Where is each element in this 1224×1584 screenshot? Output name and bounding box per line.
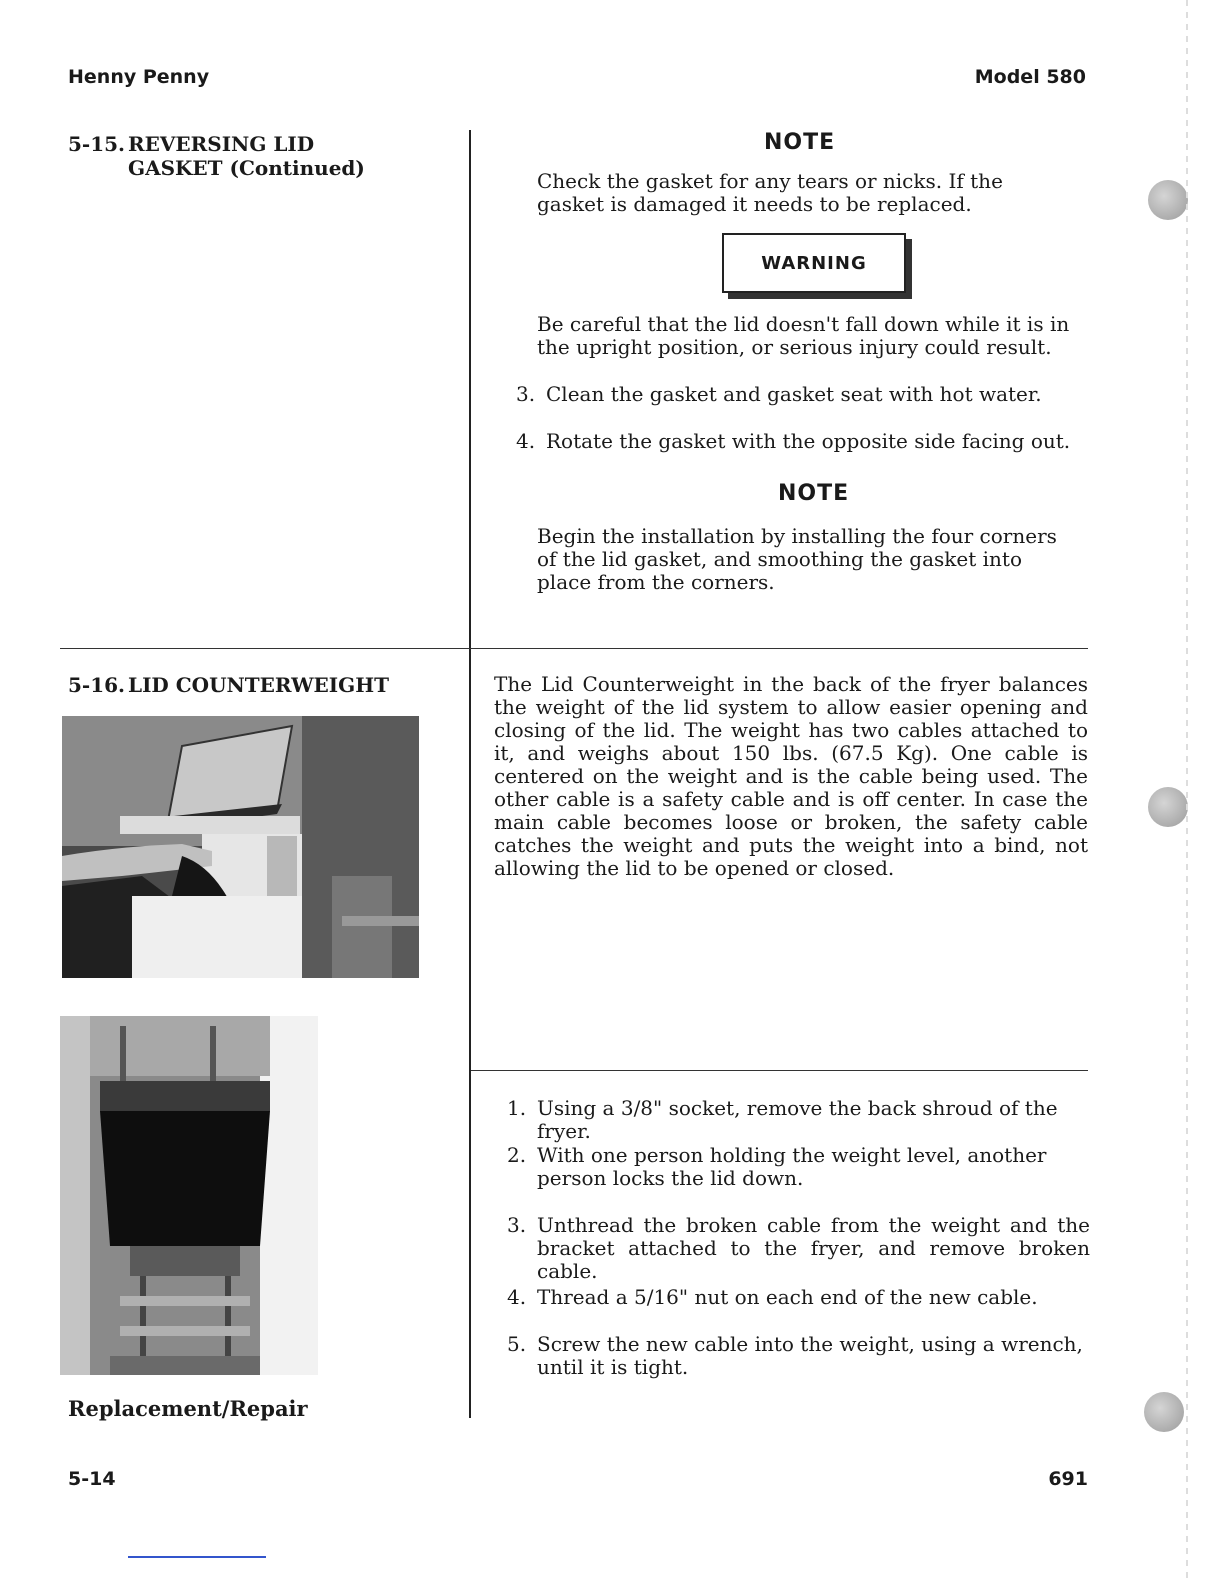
photo-counterweight (60, 1016, 318, 1375)
list-item: 4. Rotate the gasket with the opposite side facing out. (516, 429, 1071, 453)
note-heading-2: NOTE (778, 481, 850, 506)
list-item: 4. Thread a 5/16" nut on each end of the new cable. (507, 1285, 1038, 1309)
list-item: 2. With one person holding the weight level, another person locks the lid down. (507, 1143, 1047, 1190)
header-brand: Henny Penny (68, 66, 210, 88)
counterweight-intro: The Lid Counterweight in the back of the fryer balances the weight of the lid system to allow easier opening and closing of the lid. The weight has two cables attached to it, and weighs about 150 lbs. (67.5 Kg). One cable is centered on the weight and is the cable being used. The other cable is a safety cable and is off center. In case the main cable becomes loose or broken, the safety cable catches the weight and puts the weight into a bind, not allowing the lid to be opened or closed. (494, 672, 1088, 880)
section-5-15-title: 5-15. REVERSING LID GASKET (Continued) (68, 132, 365, 180)
binder-hole-middle (1148, 787, 1188, 827)
list-item: 1. Using a 3/8" socket, remove the back shroud of the fryer. (507, 1096, 1058, 1143)
note-text-1: Check the gasket for any tears or nicks. If the gasket is damaged it needs to be replaced. (537, 169, 1003, 216)
warning-text: Be careful that the lid doesn't fall down while it is in the upright position, or serious injury could result. (537, 312, 1070, 359)
page-number-left: 5-14 (68, 1468, 116, 1490)
list-item: 3. Clean the gasket and gasket seat with hot water. (516, 382, 1042, 406)
binder-hole-bottom (1144, 1392, 1184, 1432)
note-heading-1: NOTE (764, 130, 836, 155)
list-item: 3. Unthread the broken cable from the weight and the bracket attached to the fryer, and remove broken cable. (507, 1213, 1090, 1283)
note-text-2: Begin the installation by installing the four corners of the lid gasket, and smoothing the gasket into place from the corners. (537, 524, 1057, 594)
header-model: Model 580 (974, 66, 1086, 88)
section-divider (60, 648, 1088, 649)
steps-divider (471, 1070, 1088, 1071)
section-5-16-title: 5-16. LID COUNTERWEIGHT (68, 673, 390, 697)
list-item: 5. Screw the new cable into the weight, using a wrench, until it is tight. (507, 1332, 1083, 1379)
binder-hole-top (1148, 180, 1188, 220)
warning-box (722, 233, 906, 293)
scan-edge (1186, 0, 1188, 1584)
photo-lid-gasket (62, 716, 419, 978)
column-divider (469, 130, 471, 1418)
warning-label: WARNING (761, 252, 867, 274)
section-caption: Replacement/Repair (68, 1396, 308, 1421)
scan-mark (128, 1556, 266, 1558)
page-number-right: 691 (1048, 1468, 1088, 1490)
